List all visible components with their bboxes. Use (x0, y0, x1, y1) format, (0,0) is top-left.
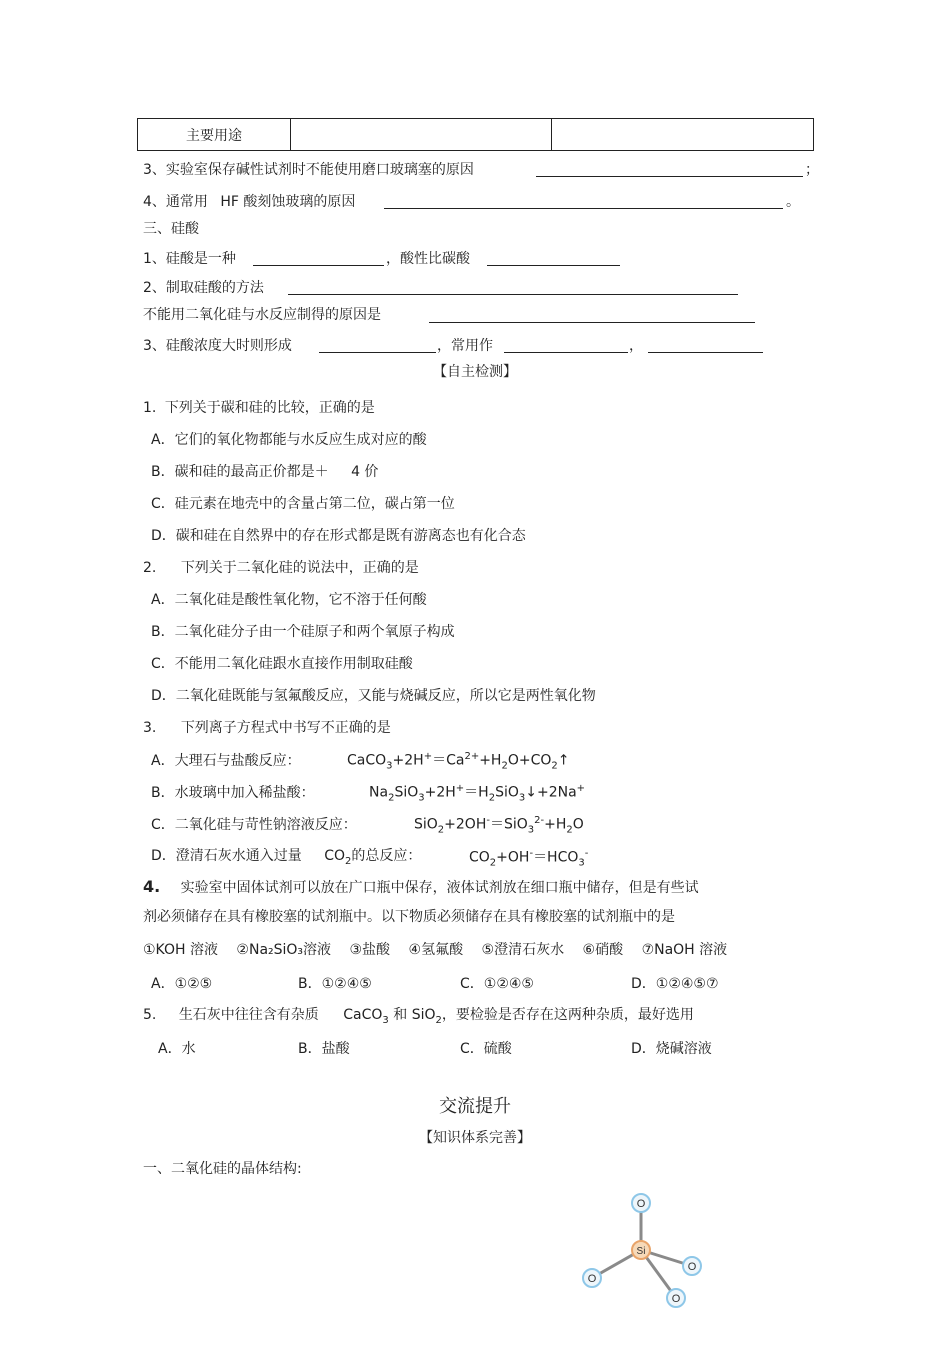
fill-q3-text: 3、实验室保存碱性试剂时不能使用磨口玻璃塞的原因 (143, 162, 474, 178)
option-a[interactable]: A．①②⑤ (151, 976, 213, 992)
q4-line1 (143, 878, 699, 897)
answer-blank[interactable] (648, 338, 763, 353)
self-check-heading: 【自主检测】 (433, 364, 517, 380)
option-d[interactable]: D．①②④⑤⑦ (631, 976, 719, 992)
option-b[interactable]: B．二氧化硅分子由一个硅原子和两个氧原子构成 (151, 624, 455, 640)
option-text: 的总反应： (351, 848, 422, 864)
option-b[interactable]: B．①②④⑤ (298, 976, 372, 992)
q-stem: 和 (393, 1007, 408, 1023)
option-d[interactable] (151, 847, 421, 871)
q-stem: 实验室中固体试剂可以放在广口瓶中保存，液体试剂放在细口瓶中储存，但是有些试 (180, 880, 699, 896)
q-num: 1. (143, 400, 157, 416)
oxygen-label: O (687, 1261, 697, 1273)
silicon-label: Si (636, 1246, 646, 1257)
q-stem: ，要检验是否存在这两种杂质，最好选用 (441, 1007, 694, 1023)
equation-b: $Na_2SiO_3+2H^+=H_2SiO_3↓+2Na^+$ (369, 783, 586, 804)
item: ②Na₂SiO₃溶液 (236, 942, 332, 958)
answer-blank[interactable] (429, 308, 755, 323)
option-c[interactable]: C．①②④⑤ (460, 976, 534, 992)
equation-a: $CaCO_3+2H^+=Ca^{2+}+H_2O+CO_2↑$ (347, 751, 570, 772)
fill-q4 (143, 193, 355, 211)
answer-blank[interactable] (384, 194, 783, 209)
item: ⑦NaOH 溶液 (641, 942, 728, 958)
sio2-formula: SiO$_2$ (411, 1007, 442, 1026)
exchange-title: 交流提升 (439, 1096, 511, 1117)
answer-blank[interactable] (504, 338, 628, 353)
q-stem: 下列离子方程式中书写不正确的是 (180, 720, 391, 736)
q4-items (143, 941, 727, 959)
q-stem: 生石灰中往往含有杂质 (178, 1007, 319, 1023)
answer-blank[interactable] (319, 338, 436, 353)
option-a[interactable]: A．水 (158, 1041, 196, 1057)
option-a[interactable]: A．它们的氧化物都能与水反应生成对应的酸 (151, 432, 427, 448)
option-c[interactable]: C．二氧化硅与苛性钠溶液反应： (151, 817, 357, 833)
exchange-subheading: 【知识体系完善】 (419, 1130, 531, 1146)
fill-s1-b: ，酸性比碳酸 (386, 251, 470, 267)
option-c[interactable]: C．不能用二氧化硅跟水直接作用制取硅酸 (151, 656, 413, 672)
fill-s3-b: ，常用作 (437, 338, 493, 354)
q3-stem (143, 719, 391, 737)
answer-blank[interactable] (487, 251, 620, 266)
q1-stem (143, 399, 375, 417)
q5-stem (143, 1006, 694, 1030)
answer-blank[interactable] (253, 251, 384, 266)
answer-blank[interactable] (536, 162, 803, 177)
table-row-label: 主要用途 (138, 119, 291, 151)
fill-s3-c: ， (629, 338, 643, 354)
fill-s2b: 不能用二氧化硅与水反应制得的原因是 (143, 307, 381, 323)
option-c[interactable]: C．硫酸 (460, 1041, 512, 1057)
option-a[interactable]: A．大理石与盐酸反应： (151, 753, 301, 769)
option-a[interactable]: A．二氧化硅是酸性氧化物，它不溶于任何酸 (151, 592, 427, 608)
option-b[interactable]: B．盐酸 (298, 1041, 350, 1057)
q-num: 5. (143, 1007, 157, 1023)
oxygen-label: O (671, 1293, 681, 1305)
option-b[interactable]: B．水玻璃中加入稀盐酸： (151, 785, 315, 801)
fill-s2: 2、制取硅酸的方法 (143, 280, 264, 296)
answer-blank[interactable] (288, 280, 738, 295)
fill-q4-rest: 酸刻蚀玻璃的原因 (243, 194, 356, 210)
q2-stem (143, 559, 419, 577)
q4-line2: 剂必须储存在具有橡胶塞的试剂瓶中。以下物质必须储存在具有橡胶塞的试剂瓶中的是 (143, 909, 675, 925)
item: ①KOH 溶液 (143, 942, 218, 958)
fill-q3 (143, 161, 474, 179)
oxygen-label: O (636, 1198, 646, 1210)
q-stem: 下列关于碳和硅的比较，正确的是 (164, 400, 375, 416)
option-d[interactable]: D．二氧化硅既能与氢氟酸反应，又能与烧碱反应，所以它是两性氧化物 (151, 688, 596, 704)
equation-d: $CO_2+OH^-=HCO_3^-$ (469, 848, 589, 869)
usage-table (137, 118, 814, 151)
option-d[interactable]: D．烧碱溶液 (631, 1041, 712, 1057)
section-heading: 一、二氧化硅的晶体结构: (143, 1161, 302, 1177)
fill-s3-a: 3、硅酸浓度大时则形成 (143, 338, 292, 354)
sio4-tetrahedron-diagram (570, 1185, 720, 1315)
q-num: 3. (143, 720, 157, 736)
fill-q4-prefix: 4、通常用 (143, 194, 208, 210)
punct: ； (805, 162, 819, 178)
q-num: 4. (143, 877, 161, 896)
item: ⑥硝酸 (582, 942, 624, 958)
option-c[interactable]: C．硅元素在地壳中的含量占第二位，碳占第一位 (151, 496, 455, 512)
oxygen-label: O (587, 1273, 597, 1285)
punct: 。 (786, 194, 800, 210)
equation-c: $SiO_2+2OH^-=SiO_3^{2-}+H_2O$ (414, 815, 584, 836)
item: ③盐酸 (349, 942, 391, 958)
table-row (138, 119, 814, 151)
item: ④氢氟酸 (408, 942, 464, 958)
option-b[interactable] (151, 463, 378, 481)
q-stem: 下列关于二氧化硅的说法中，正确的是 (180, 560, 419, 576)
co2-formula: $CO_2$ (324, 848, 352, 867)
fill-q4-hf: HF (220, 194, 239, 210)
option-text: D．澄清石灰水通入过量 (151, 848, 302, 864)
item: ⑤澄清石灰水 (481, 942, 565, 958)
section-heading: 三、硅酸 (143, 221, 199, 237)
option-d[interactable]: D．碳和硅在自然界中的存在形式都是既有游离态也有化合态 (151, 528, 526, 544)
table-cell-empty (552, 119, 814, 151)
option-text: B．碳和硅的最高正价都是＋ (151, 464, 329, 480)
option-tail: 4 价 (351, 464, 379, 480)
q-num: 2. (143, 560, 157, 576)
caco3-formula: CaCO$_3$ (343, 1007, 389, 1026)
table-cell-empty (291, 119, 552, 151)
fill-s1-a: 1、硅酸是一种 (143, 251, 236, 267)
